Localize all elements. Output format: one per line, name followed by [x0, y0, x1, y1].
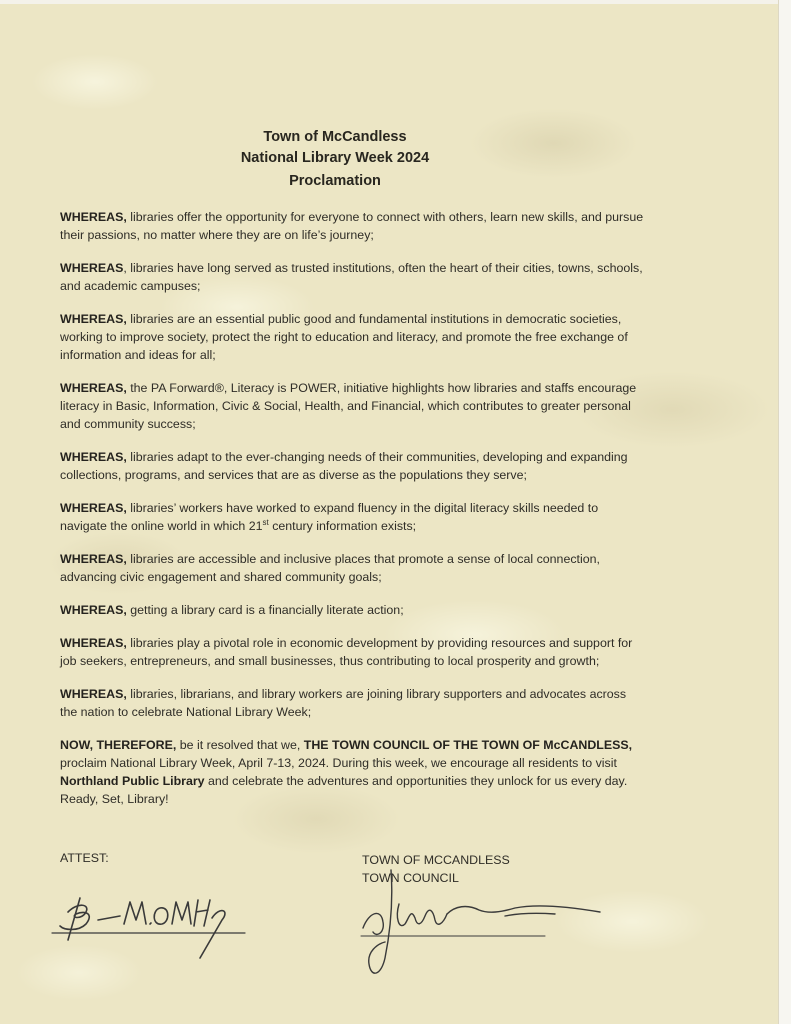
whereas-label: WHEREAS, — [60, 687, 127, 701]
whereas-clause-4 — [60, 379, 645, 433]
clause-text: libraries, librarians, and library workers are joining library supporters and advocates across the nation to celebrate National Library Week; — [60, 687, 627, 719]
town-title: Town of McCandless — [263, 129, 407, 145]
whereas-clause-3 — [60, 310, 645, 364]
whereas-clause-9 — [60, 634, 645, 670]
proclamation-body — [60, 208, 645, 823]
whereas-clause-6 — [60, 499, 645, 535]
attest-signature — [50, 880, 250, 960]
attest-label: ATTEST: — [60, 851, 109, 865]
council-line-2: TOWN COUNCIL — [362, 871, 459, 885]
council-name: THE TOWN COUNCIL OF THE TOWN OF McCANDLESS, — [303, 738, 633, 752]
clause-text: the PA Forward®, Literacy is POWER, initiative highlights how libraries and staffs encourage literacy in Basic, Information, Civic & Social, Health, and Financial, which contributes to greater personal and community success; — [60, 381, 637, 431]
whereas-label: WHEREAS, — [60, 210, 127, 224]
council-signature — [355, 868, 615, 983]
library-name: Northland Public Library — [60, 774, 205, 788]
resolution-text: be it resolved that we, — [176, 738, 304, 752]
whereas-label: WHEREAS — [60, 261, 124, 275]
clause-text: getting a library card is a financially literate action; — [126, 603, 404, 617]
page-top-edge — [0, 0, 791, 4]
clause-text: libraries’ workers have worked to expand fluency in the digital literacy skills needed to navigate the online world in which 21 — [60, 501, 599, 533]
whereas-clause-7 — [60, 550, 645, 586]
resolution-text: proclaim National Library Week, April 7-13, 2024. During this week, we encourage all residents to visit — [60, 756, 617, 770]
event-title: National Library Week 2024 — [240, 150, 430, 166]
whereas-label: WHEREAS, — [60, 450, 127, 464]
whereas-label: WHEREAS, — [60, 312, 127, 326]
council-line-1: TOWN OF MCCANDLESS — [362, 853, 510, 867]
whereas-clause-5 — [60, 448, 645, 484]
whereas-label: WHEREAS, — [60, 552, 127, 566]
clause-text: libraries adapt to the ever-changing needs of their communities, developing and expanding collections, programs, and services that are as diverse as the populations they serve; — [60, 450, 628, 482]
resolution-clause — [60, 736, 645, 808]
clause-text: , libraries have long served as trusted institutions, often the heart of their cities, towns, schools, and academic campuses; — [60, 261, 643, 293]
clause-text: libraries are accessible and inclusive places that promote a sense of local connection, advancing civic engagement and shared community goals; — [60, 552, 600, 584]
page-right-edge — [778, 0, 791, 1024]
clause-text: libraries play a pivotal role in economic development by providing resources and support for job seekers, entrepreneurs, and small businesses, thus contributing to local prosperity and growth; — [60, 636, 633, 668]
whereas-clause-1 — [60, 208, 645, 244]
whereas-clause-10 — [60, 685, 645, 721]
resolution-text: and celebrate the adventures and opportunities they unlock for us every day. Ready, Set, Library! — [60, 774, 628, 806]
clause-text: libraries are an essential public good and fundamental institutions in democratic societies, working to improve society, protect the right to education and literacy, and promote the free exchange of information and ideas for all; — [60, 312, 628, 362]
whereas-clause-8 — [60, 601, 645, 619]
document-type-title: Proclamation — [289, 173, 381, 189]
clause-text: libraries offer the opportunity for everyone to connect with others, learn new skills, and pursue their passions, no matter where they are on life’s journey; — [60, 210, 644, 242]
proclamation-header — [0, 127, 670, 192]
whereas-clause-2 — [60, 259, 645, 295]
whereas-label: WHEREAS, — [60, 636, 127, 650]
whereas-label: WHEREAS, — [60, 501, 127, 515]
clause-text: century information exists; — [268, 519, 417, 533]
ordinal-suffix: st — [262, 517, 269, 527]
resolution-label: NOW, THEREFORE, — [60, 738, 177, 752]
whereas-label: WHEREAS, — [60, 381, 127, 395]
whereas-label: WHEREAS, — [60, 603, 127, 617]
